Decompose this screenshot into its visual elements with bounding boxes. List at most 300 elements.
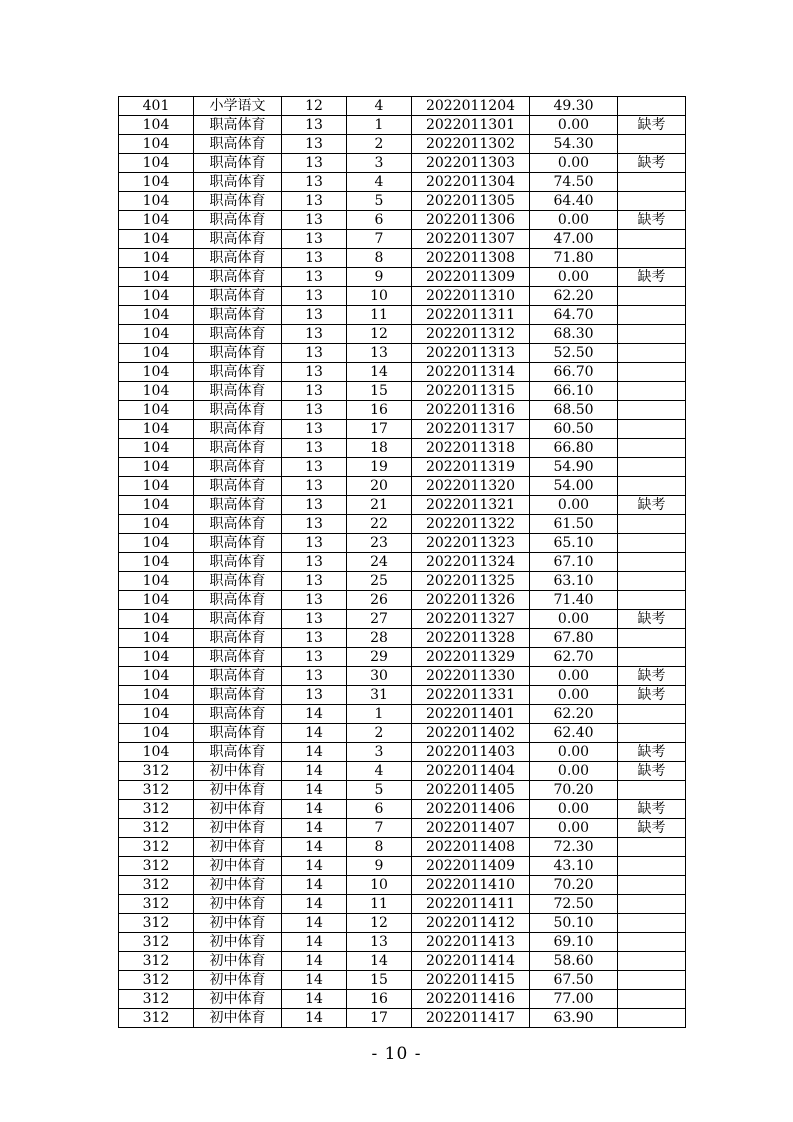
remark-cell [618,344,686,363]
seat-cell: 8 [347,838,412,857]
exam-id-cell: 2022011309 [412,268,530,287]
remark-cell [618,230,686,249]
remark-cell: 缺考 [618,819,686,838]
room-cell: 13 [282,116,347,135]
position-code-cell: 104 [119,230,194,249]
exam-id-cell: 2022011306 [412,211,530,230]
remark-cell [618,781,686,800]
room-cell: 13 [282,344,347,363]
room-cell: 13 [282,572,347,591]
position-code-cell: 312 [119,819,194,838]
seat-cell: 10 [347,287,412,306]
exam-id-cell: 2022011310 [412,287,530,306]
seat-cell: 27 [347,610,412,629]
position-code-cell: 312 [119,1009,194,1028]
table-row [119,762,686,781]
score-cell: 72.30 [530,838,618,857]
position-code-cell: 104 [119,591,194,610]
score-cell: 69.10 [530,933,618,952]
room-cell: 13 [282,458,347,477]
exam-id-cell: 2022011405 [412,781,530,800]
subject-cell: 初中体育 [194,762,282,781]
subject-cell: 职高体育 [194,629,282,648]
table-row [119,819,686,838]
table-row [119,572,686,591]
table-row [119,382,686,401]
table-row [119,838,686,857]
exam-id-cell: 2022011403 [412,743,530,762]
table-row [119,705,686,724]
subject-cell: 职高体育 [194,173,282,192]
position-code-cell: 104 [119,268,194,287]
score-cell: 62.40 [530,724,618,743]
table-row [119,629,686,648]
score-cell: 52.50 [530,344,618,363]
remark-cell [618,629,686,648]
score-cell: 58.60 [530,952,618,971]
score-cell: 54.30 [530,135,618,154]
remark-cell [618,534,686,553]
room-cell: 12 [282,97,347,116]
room-cell: 13 [282,211,347,230]
position-code-cell: 104 [119,306,194,325]
subject-cell: 职高体育 [194,724,282,743]
position-code-cell: 312 [119,971,194,990]
seat-cell: 26 [347,591,412,610]
seat-cell: 17 [347,420,412,439]
score-cell: 0.00 [530,800,618,819]
exam-id-cell: 2022011416 [412,990,530,1009]
subject-cell: 初中体育 [194,1009,282,1028]
exam-id-cell: 2022011308 [412,249,530,268]
position-code-cell: 312 [119,990,194,1009]
position-code-cell: 104 [119,458,194,477]
position-code-cell: 312 [119,933,194,952]
table-row [119,230,686,249]
seat-cell: 9 [347,268,412,287]
table-row [119,800,686,819]
subject-cell: 职高体育 [194,496,282,515]
exam-id-cell: 2022011318 [412,439,530,458]
room-cell: 13 [282,325,347,344]
remark-cell [618,249,686,268]
table-row [119,477,686,496]
table-row [119,686,686,705]
score-cell: 67.80 [530,629,618,648]
remark-cell [618,401,686,420]
seat-cell: 1 [347,116,412,135]
seat-cell: 4 [347,97,412,116]
seat-cell: 9 [347,857,412,876]
remark-cell [618,705,686,724]
score-cell: 68.50 [530,401,618,420]
table-row [119,458,686,477]
position-code-cell: 312 [119,857,194,876]
table-row [119,648,686,667]
subject-cell: 职高体育 [194,382,282,401]
position-code-cell: 104 [119,173,194,192]
exam-id-cell: 2022011408 [412,838,530,857]
room-cell: 14 [282,876,347,895]
seat-cell: 16 [347,990,412,1009]
exam-id-cell: 2022011321 [412,496,530,515]
subject-cell: 职高体育 [194,363,282,382]
subject-cell: 职高体育 [194,515,282,534]
score-cell: 62.70 [530,648,618,667]
subject-cell: 初中体育 [194,857,282,876]
exam-id-cell: 2022011322 [412,515,530,534]
table-row [119,667,686,686]
exam-id-cell: 2022011312 [412,325,530,344]
room-cell: 13 [282,648,347,667]
subject-cell: 初中体育 [194,952,282,971]
exam-id-cell: 2022011327 [412,610,530,629]
table-row [119,306,686,325]
subject-cell: 职高体育 [194,306,282,325]
subject-cell: 初中体育 [194,781,282,800]
exam-id-cell: 2022011417 [412,1009,530,1028]
subject-cell: 职高体育 [194,325,282,344]
remark-cell [618,591,686,610]
position-code-cell: 104 [119,325,194,344]
exam-id-cell: 2022011404 [412,762,530,781]
position-code-cell: 104 [119,724,194,743]
table-row [119,135,686,154]
room-cell: 13 [282,230,347,249]
table-row [119,420,686,439]
subject-cell: 职高体育 [194,534,282,553]
subject-cell: 初中体育 [194,990,282,1009]
subject-cell: 职高体育 [194,439,282,458]
remark-cell [618,876,686,895]
position-code-cell: 104 [119,477,194,496]
subject-cell: 职高体育 [194,477,282,496]
subject-cell: 初中体育 [194,800,282,819]
exam-id-cell: 2022011330 [412,667,530,686]
remark-cell: 缺考 [618,211,686,230]
room-cell: 13 [282,401,347,420]
seat-cell: 5 [347,192,412,211]
room-cell: 14 [282,819,347,838]
subject-cell: 职高体育 [194,192,282,211]
table-row [119,591,686,610]
remark-cell [618,173,686,192]
remark-cell [618,838,686,857]
table-row [119,914,686,933]
room-cell: 14 [282,762,347,781]
seat-cell: 3 [347,154,412,173]
score-cell: 70.20 [530,876,618,895]
remark-cell: 缺考 [618,610,686,629]
exam-id-cell: 2022011412 [412,914,530,933]
score-cell: 66.70 [530,363,618,382]
seat-cell: 14 [347,363,412,382]
subject-cell: 职高体育 [194,230,282,249]
position-code-cell: 104 [119,192,194,211]
seat-cell: 15 [347,971,412,990]
exam-id-cell: 2022011303 [412,154,530,173]
remark-cell [618,135,686,154]
remark-cell [618,287,686,306]
table-row [119,211,686,230]
room-cell: 13 [282,553,347,572]
room-cell: 14 [282,914,347,933]
score-cell: 61.50 [530,515,618,534]
score-cell: 43.10 [530,857,618,876]
table-row [119,154,686,173]
exam-id-cell: 2022011326 [412,591,530,610]
table-row [119,610,686,629]
remark-cell [618,933,686,952]
table-row [119,553,686,572]
position-code-cell: 312 [119,800,194,819]
room-cell: 13 [282,363,347,382]
seat-cell: 8 [347,249,412,268]
room-cell: 13 [282,287,347,306]
score-cell: 49.30 [530,97,618,116]
table-row [119,933,686,952]
remark-cell [618,952,686,971]
position-code-cell: 104 [119,439,194,458]
seat-cell: 24 [347,553,412,572]
page-number: - 10 - [371,1044,422,1064]
exam-id-cell: 2022011204 [412,97,530,116]
position-code-cell: 104 [119,629,194,648]
table-row [119,724,686,743]
table-row [119,344,686,363]
position-code-cell: 104 [119,610,194,629]
room-cell: 14 [282,781,347,800]
seat-cell: 5 [347,781,412,800]
score-cell: 60.50 [530,420,618,439]
exam-id-cell: 2022011305 [412,192,530,211]
seat-cell: 28 [347,629,412,648]
position-code-cell: 104 [119,344,194,363]
room-cell: 14 [282,971,347,990]
score-cell: 62.20 [530,705,618,724]
score-cell: 0.00 [530,610,618,629]
remark-cell [618,97,686,116]
seat-cell: 2 [347,724,412,743]
table-row [119,496,686,515]
position-code-cell: 312 [119,895,194,914]
remark-cell [618,420,686,439]
score-cell: 65.10 [530,534,618,553]
remark-cell: 缺考 [618,268,686,287]
seat-cell: 13 [347,933,412,952]
room-cell: 14 [282,895,347,914]
room-cell: 14 [282,990,347,1009]
seat-cell: 29 [347,648,412,667]
subject-cell: 职高体育 [194,135,282,154]
remark-cell [618,192,686,211]
remark-cell [618,363,686,382]
subject-cell: 职高体育 [194,401,282,420]
room-cell: 14 [282,857,347,876]
exam-id-cell: 2022011414 [412,952,530,971]
remark-cell: 缺考 [618,496,686,515]
remark-cell [618,914,686,933]
position-code-cell: 312 [119,762,194,781]
subject-cell: 小学语文 [194,97,282,116]
subject-cell: 职高体育 [194,553,282,572]
table-row [119,325,686,344]
position-code-cell: 104 [119,667,194,686]
exam-id-cell: 2022011313 [412,344,530,363]
table-row [119,971,686,990]
table-row [119,515,686,534]
remark-cell [618,724,686,743]
room-cell: 13 [282,591,347,610]
remark-cell [618,382,686,401]
seat-cell: 3 [347,743,412,762]
remark-cell [618,458,686,477]
position-code-cell: 104 [119,572,194,591]
subject-cell: 职高体育 [194,667,282,686]
position-code-cell: 104 [119,515,194,534]
exam-id-cell: 2022011401 [412,705,530,724]
position-code-cell: 104 [119,743,194,762]
exam-id-cell: 2022011328 [412,629,530,648]
position-code-cell: 104 [119,249,194,268]
subject-cell: 职高体育 [194,458,282,477]
room-cell: 14 [282,800,347,819]
room-cell: 13 [282,686,347,705]
seat-cell: 12 [347,325,412,344]
remark-cell [618,477,686,496]
score-cell: 68.30 [530,325,618,344]
position-code-cell: 312 [119,914,194,933]
subject-cell: 职高体育 [194,268,282,287]
position-code-cell: 104 [119,553,194,572]
seat-cell: 12 [347,914,412,933]
seat-cell: 4 [347,173,412,192]
remark-cell: 缺考 [618,743,686,762]
room-cell: 13 [282,382,347,401]
score-cell: 72.50 [530,895,618,914]
position-code-cell: 104 [119,401,194,420]
room-cell: 14 [282,838,347,857]
subject-cell: 职高体育 [194,648,282,667]
seat-cell: 4 [347,762,412,781]
seat-cell: 19 [347,458,412,477]
room-cell: 13 [282,629,347,648]
room-cell: 13 [282,306,347,325]
room-cell: 14 [282,743,347,762]
seat-cell: 20 [347,477,412,496]
position-code-cell: 104 [119,116,194,135]
exam-id-cell: 2022011319 [412,458,530,477]
score-cell: 54.90 [530,458,618,477]
table-row [119,173,686,192]
remark-cell [618,971,686,990]
exam-id-cell: 2022011411 [412,895,530,914]
score-cell: 0.00 [530,116,618,135]
room-cell: 13 [282,268,347,287]
subject-cell: 初中体育 [194,971,282,990]
seat-cell: 6 [347,800,412,819]
position-code-cell: 312 [119,781,194,800]
exam-id-cell: 2022011415 [412,971,530,990]
remark-cell: 缺考 [618,686,686,705]
exam-id-cell: 2022011304 [412,173,530,192]
position-code-cell: 312 [119,838,194,857]
seat-cell: 11 [347,895,412,914]
position-code-cell: 104 [119,686,194,705]
subject-cell: 初中体育 [194,819,282,838]
score-cell: 0.00 [530,154,618,173]
remark-cell [618,1009,686,1028]
exam-id-cell: 2022011301 [412,116,530,135]
seat-cell: 21 [347,496,412,515]
subject-cell: 初中体育 [194,914,282,933]
room-cell: 14 [282,1009,347,1028]
exam-id-cell: 2022011302 [412,135,530,154]
score-cell: 54.00 [530,477,618,496]
remark-cell [618,306,686,325]
table-row [119,876,686,895]
position-code-cell: 104 [119,420,194,439]
score-cell: 0.00 [530,667,618,686]
table-row [119,268,686,287]
remark-cell [618,553,686,572]
seat-cell: 23 [347,534,412,553]
score-cell: 0.00 [530,743,618,762]
score-cell: 64.40 [530,192,618,211]
position-code-cell: 312 [119,952,194,971]
room-cell: 13 [282,135,347,154]
score-cell: 70.20 [530,781,618,800]
score-cell: 77.00 [530,990,618,1009]
table-row [119,1009,686,1028]
position-code-cell: 104 [119,287,194,306]
subject-cell: 职高体育 [194,743,282,762]
table-row [119,857,686,876]
position-code-cell: 104 [119,705,194,724]
position-code-cell: 104 [119,648,194,667]
score-cell: 62.20 [530,287,618,306]
remark-cell: 缺考 [618,116,686,135]
seat-cell: 10 [347,876,412,895]
score-table [118,96,686,1028]
score-cell: 71.40 [530,591,618,610]
seat-cell: 31 [347,686,412,705]
exam-id-cell: 2022011409 [412,857,530,876]
remark-cell: 缺考 [618,667,686,686]
remark-cell [618,325,686,344]
score-cell: 0.00 [530,496,618,515]
seat-cell: 1 [347,705,412,724]
score-cell: 0.00 [530,268,618,287]
subject-cell: 职高体育 [194,249,282,268]
score-cell: 64.70 [530,306,618,325]
exam-id-cell: 2022011314 [412,363,530,382]
remark-cell: 缺考 [618,154,686,173]
score-cell: 67.50 [530,971,618,990]
subject-cell: 职高体育 [194,610,282,629]
subject-cell: 初中体育 [194,933,282,952]
seat-cell: 6 [347,211,412,230]
seat-cell: 16 [347,401,412,420]
exam-id-cell: 2022011331 [412,686,530,705]
score-cell: 67.10 [530,553,618,572]
table-row [119,401,686,420]
exam-id-cell: 2022011324 [412,553,530,572]
position-code-cell: 312 [119,876,194,895]
position-code-cell: 104 [119,154,194,173]
table-row [119,116,686,135]
seat-cell: 30 [347,667,412,686]
